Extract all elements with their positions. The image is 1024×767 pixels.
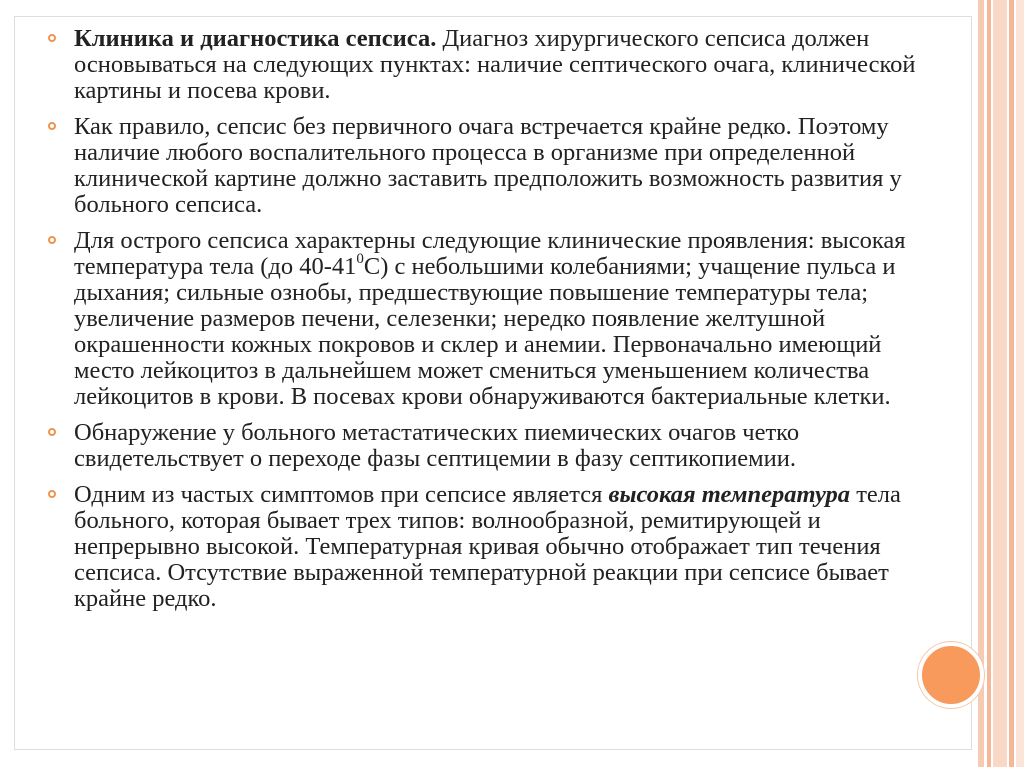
bullet-icon bbox=[48, 236, 56, 244]
list-item bbox=[48, 114, 928, 218]
item-text: Диагноз хирургического сепсиса должен основываться на следующих пунктах: наличие септического очага, клинической картины и посева крови. bbox=[74, 25, 916, 104]
bullet-icon bbox=[48, 122, 56, 130]
list-item bbox=[48, 482, 928, 612]
item-text: Обнаружение у больного метастатических пиемических очагов четко свидетельствует о переходе фазы септицемии в фазу септикопиемии. bbox=[74, 419, 800, 472]
emphasis-text: высокая температура bbox=[608, 481, 851, 508]
bullet-list bbox=[48, 26, 928, 622]
item-text: тела больного, которая бывает трех типов: волнообразной, ремитирующей и непрерывно высокой. Температурная кривая обычно отображает тип течения сепсиса. Отсутствие выраженной температурной реакции при сепсисе бывает крайне редко. bbox=[74, 481, 901, 612]
list-item bbox=[48, 26, 928, 104]
bullet-icon bbox=[48, 34, 56, 42]
superscript: 0 bbox=[356, 250, 364, 267]
bullet-icon bbox=[48, 428, 56, 436]
item-heading: Клиника и диагностика сепсиса. bbox=[74, 25, 437, 52]
decor-stripe bbox=[993, 0, 1007, 767]
item-text: Для острого сепсиса характерны следующие клинические проявления: высокая температура тела (до 40-41 bbox=[74, 227, 906, 280]
item-text: Одним из частых симптомов при сепсисе является bbox=[74, 481, 609, 508]
decor-stripe bbox=[987, 0, 991, 767]
decor-stripe bbox=[1016, 0, 1024, 767]
decor-stripe bbox=[978, 0, 984, 767]
decor-circle bbox=[918, 642, 984, 708]
bullet-icon bbox=[48, 490, 56, 498]
item-text: Как правило, сепсис без первичного очага встречается крайне редко. Поэтому наличие любого воспалительного процесса в организме при определенной клинической картине должно заставить предположить возможность развития у больного сепсиса. bbox=[74, 113, 902, 218]
list-item bbox=[48, 228, 928, 410]
decor-stripe bbox=[1009, 0, 1014, 767]
list-item bbox=[48, 420, 928, 472]
item-text: С) с небольшими колебаниями; учащение пульса и дыхания; сильные ознобы, предшествующие повышение температуры тела; увеличение размеров печени, селезенки; нередко появление желтушной окрашенности кожных покровов и склер и анемии. Первоначально имеющий место лейкоцитоз в дальнейшем может смениться уменьшением количества лейкоцитов в крови. В посевах крови обнаруживаются бактериальные клетки. bbox=[74, 253, 896, 410]
